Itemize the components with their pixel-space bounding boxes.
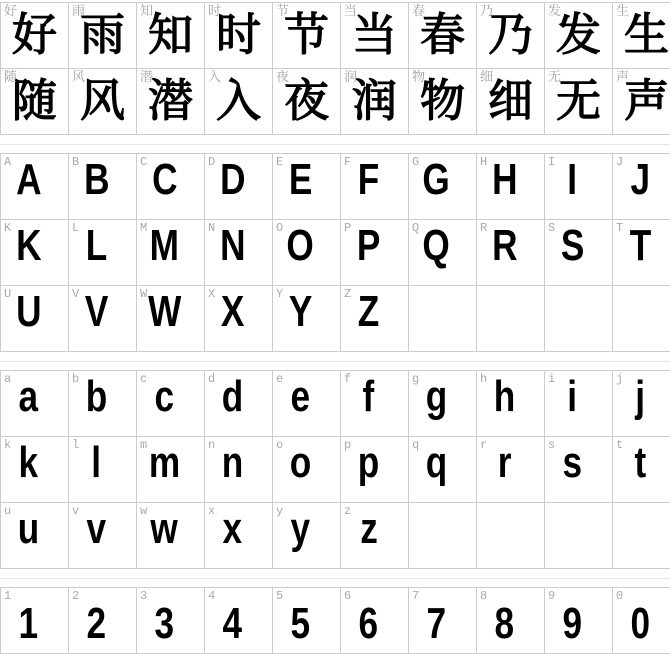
glyph-large-char: 知 <box>147 9 193 60</box>
glyph-large-char: E <box>288 155 313 204</box>
glyph-cell <box>341 154 409 220</box>
glyph-cell <box>69 69 137 135</box>
glyph-cell <box>613 371 670 437</box>
glyph-row <box>1 286 670 352</box>
glyph-cell <box>1 69 69 135</box>
glyph-large-char: G <box>422 155 451 204</box>
glyph-large-char: c <box>154 372 175 421</box>
glyph-large-char: Y <box>288 287 313 336</box>
glyph-corner-label: 风 <box>72 70 86 85</box>
glyph-corner-label: t <box>616 438 624 452</box>
glyph-corner-label: H <box>480 155 488 169</box>
glyph-corner-label: 无 <box>548 70 562 85</box>
glyph-corner-label: 节 <box>276 4 290 19</box>
glyph-large-char: q <box>425 438 448 487</box>
glyph-cell <box>341 437 409 503</box>
glyph-table-uppercase <box>0 153 670 352</box>
glyph-cell <box>1 154 69 220</box>
glyph-cell <box>1 588 69 654</box>
glyph-cell <box>477 437 545 503</box>
glyph-row <box>1 588 670 654</box>
glyph-large-char: x <box>222 504 243 553</box>
glyph-large-char: 6 <box>358 599 379 648</box>
glyph-cell <box>341 220 409 286</box>
glyph-cell <box>273 437 341 503</box>
glyph-corner-label: a <box>4 372 12 386</box>
glyph-corner-label: 1 <box>4 589 12 603</box>
glyph-corner-label: d <box>208 372 216 386</box>
glyph-corner-label: 时 <box>208 4 222 19</box>
glyph-cell <box>273 588 341 654</box>
glyph-corner-label: i <box>548 372 556 386</box>
glyph-large-char: s <box>562 438 583 487</box>
glyph-large-char: o <box>289 438 312 487</box>
glyph-cell <box>69 286 137 352</box>
glyph-cell <box>341 588 409 654</box>
glyph-corner-label: 2 <box>72 589 80 603</box>
glyph-cell <box>205 503 273 569</box>
empty-cell <box>613 503 670 569</box>
glyph-large-char: R <box>491 221 518 270</box>
glyph-large-char: y <box>290 504 311 553</box>
glyph-corner-label: o <box>276 438 284 452</box>
glyph-cell <box>545 371 613 437</box>
glyph-large-char: U <box>15 287 42 336</box>
glyph-large-char: 润 <box>351 75 397 126</box>
glyph-large-char: b <box>85 372 108 421</box>
glyph-row <box>1 154 670 220</box>
glyph-cell <box>205 154 273 220</box>
glyph-cell <box>137 220 205 286</box>
glyph-table-lowercase <box>0 370 670 569</box>
glyph-cell <box>409 154 477 220</box>
glyph-corner-label: J <box>616 155 624 169</box>
glyph-large-char: h <box>493 372 516 421</box>
glyph-cell <box>137 371 205 437</box>
glyph-large-char: P <box>356 221 381 270</box>
glyph-cell <box>69 371 137 437</box>
glyph-corner-label: K <box>4 221 12 235</box>
glyph-large-char: X <box>220 287 245 336</box>
glyph-large-char: K <box>15 221 42 270</box>
glyph-large-char: m <box>148 438 181 487</box>
glyph-cell <box>477 371 545 437</box>
glyph-corner-label: F <box>344 155 352 169</box>
glyph-cell <box>613 437 670 503</box>
glyph-cell <box>137 3 205 69</box>
glyph-large-char: 3 <box>154 599 175 648</box>
glyph-corner-label: 润 <box>344 70 358 85</box>
glyph-cell <box>1 371 69 437</box>
glyph-large-char: 无 <box>555 75 601 126</box>
glyph-large-char: g <box>425 372 448 421</box>
glyph-cell <box>613 154 670 220</box>
glyph-large-char: 5 <box>290 599 311 648</box>
glyph-cell <box>69 437 137 503</box>
glyph-corner-label: 当 <box>344 4 358 19</box>
glyph-corner-label: 6 <box>344 589 352 603</box>
glyph-corner-label: b <box>72 372 80 386</box>
glyph-large-char: W <box>147 287 182 336</box>
glyph-corner-label: U <box>4 287 12 301</box>
glyph-large-char: N <box>219 221 246 270</box>
glyph-large-char: 1 <box>18 599 39 648</box>
glyph-corner-label: p <box>344 438 352 452</box>
glyph-cell <box>477 154 545 220</box>
glyph-large-char: n <box>221 438 244 487</box>
glyph-large-char: 声 <box>623 75 669 126</box>
glyph-large-char: D <box>219 155 246 204</box>
glyph-large-char: 雨 <box>79 9 125 60</box>
glyph-large-char: p <box>357 438 380 487</box>
empty-cell <box>477 286 545 352</box>
glyph-row <box>1 3 670 69</box>
glyph-large-char: S <box>560 221 585 270</box>
glyph-cell <box>205 220 273 286</box>
glyph-corner-label: w <box>140 504 148 518</box>
glyph-cell <box>273 371 341 437</box>
glyph-large-char: 随 <box>11 75 57 126</box>
glyph-large-char: u <box>17 504 40 553</box>
glyph-cell <box>613 588 670 654</box>
glyph-cell <box>545 3 613 69</box>
glyph-cell <box>1 286 69 352</box>
glyph-corner-label: O <box>276 221 284 235</box>
glyph-large-char: A <box>15 155 42 204</box>
glyph-corner-label: 入 <box>208 70 222 85</box>
glyph-corner-label: D <box>208 155 216 169</box>
empty-cell <box>409 286 477 352</box>
glyph-cell <box>69 503 137 569</box>
glyph-cell <box>409 437 477 503</box>
glyph-cell <box>341 69 409 135</box>
glyph-large-char: r <box>497 438 512 487</box>
glyph-large-char: w <box>150 504 179 553</box>
glyph-large-char: 生 <box>623 9 669 60</box>
glyph-cell <box>205 3 273 69</box>
glyph-corner-label: 随 <box>4 70 18 85</box>
glyph-corner-label: P <box>344 221 352 235</box>
glyph-cell <box>69 588 137 654</box>
glyph-corner-label: c <box>140 372 148 386</box>
glyph-large-char: z <box>359 504 378 553</box>
glyph-corner-label: W <box>140 287 148 301</box>
glyph-corner-label: 声 <box>616 70 630 85</box>
glyph-cell <box>205 371 273 437</box>
empty-cell <box>409 503 477 569</box>
glyph-corner-label: s <box>548 438 556 452</box>
glyph-cell <box>137 69 205 135</box>
glyph-cell <box>273 3 341 69</box>
glyph-corner-label: n <box>208 438 216 452</box>
glyph-corner-label: S <box>548 221 556 235</box>
glyph-large-char: H <box>491 155 518 204</box>
glyph-large-char: e <box>290 372 311 421</box>
glyph-cell <box>205 69 273 135</box>
glyph-large-char: k <box>18 438 39 487</box>
glyph-large-char: f <box>362 372 375 421</box>
glyph-cell <box>273 69 341 135</box>
glyph-large-char: T <box>629 221 652 270</box>
glyph-large-char: B <box>83 155 110 204</box>
glyph-large-char: 好 <box>11 9 57 60</box>
glyph-corner-label: 5 <box>276 589 284 603</box>
glyph-large-char: I <box>567 155 578 204</box>
glyph-corner-label: I <box>548 155 556 169</box>
glyph-large-char: 细 <box>487 75 533 126</box>
glyph-corner-label: z <box>344 504 352 518</box>
glyph-cell <box>409 588 477 654</box>
glyph-corner-label: 7 <box>412 589 420 603</box>
glyph-corner-label: 夜 <box>276 70 290 85</box>
glyph-cell <box>545 220 613 286</box>
glyph-large-char: 当 <box>351 9 397 60</box>
glyph-large-char: 4 <box>222 599 243 648</box>
glyph-corner-label: g <box>412 372 420 386</box>
glyph-large-char: M <box>149 221 180 270</box>
glyph-large-char: j <box>635 372 646 421</box>
glyph-cell <box>341 3 409 69</box>
glyph-cell <box>545 437 613 503</box>
glyph-cell <box>69 154 137 220</box>
glyph-large-char: 8 <box>494 599 515 648</box>
glyph-cell <box>545 154 613 220</box>
glyph-cell <box>205 286 273 352</box>
glyph-corner-label: A <box>4 155 12 169</box>
glyph-corner-label: u <box>4 504 12 518</box>
glyph-cell <box>477 3 545 69</box>
glyph-large-char: J <box>630 155 651 204</box>
glyph-cell <box>409 371 477 437</box>
glyph-large-char: a <box>18 372 39 421</box>
glyph-cell <box>613 220 670 286</box>
glyph-corner-label: 雨 <box>72 4 86 19</box>
glyph-table-hanzi <box>0 2 670 135</box>
glyph-corner-label: v <box>72 504 80 518</box>
glyph-corner-label: Y <box>276 287 284 301</box>
glyph-large-char: 乃 <box>487 9 533 60</box>
glyph-cell <box>1 437 69 503</box>
glyph-corner-label: 8 <box>480 589 488 603</box>
section-divider <box>0 578 670 579</box>
glyph-corner-label: y <box>276 504 284 518</box>
glyph-cell <box>137 503 205 569</box>
glyph-corner-label: T <box>616 221 624 235</box>
empty-cell <box>613 286 670 352</box>
glyph-corner-label: 潜 <box>140 70 154 85</box>
glyph-large-char: L <box>85 221 108 270</box>
empty-cell <box>545 286 613 352</box>
glyph-large-char: 9 <box>562 599 583 648</box>
glyph-large-char: O <box>286 221 315 270</box>
glyph-row <box>1 437 670 503</box>
glyph-corner-label: e <box>276 372 284 386</box>
glyph-corner-label: k <box>4 438 12 452</box>
glyph-corner-label: M <box>140 221 148 235</box>
glyph-corner-label: R <box>480 221 488 235</box>
glyph-corner-label: 发 <box>548 4 562 19</box>
section-divider <box>0 361 670 362</box>
glyph-corner-label: X <box>208 287 216 301</box>
glyph-cell <box>205 437 273 503</box>
glyph-large-char: 入 <box>215 75 261 126</box>
glyph-large-char: Z <box>357 287 380 336</box>
glyph-cell <box>1 3 69 69</box>
glyph-large-char: 物 <box>419 75 465 126</box>
glyph-corner-label: 好 <box>4 4 18 19</box>
glyph-large-char: i <box>567 372 578 421</box>
glyph-large-char: 节 <box>283 9 329 60</box>
glyph-cell <box>1 503 69 569</box>
glyph-cell <box>273 220 341 286</box>
empty-cell <box>477 503 545 569</box>
glyph-corner-label: N <box>208 221 216 235</box>
glyph-large-char: 发 <box>555 9 601 60</box>
glyph-row <box>1 69 670 135</box>
glyph-cell <box>341 503 409 569</box>
glyph-large-char: 2 <box>86 599 107 648</box>
glyph-cell <box>273 286 341 352</box>
glyph-corner-label: l <box>72 438 80 452</box>
glyph-cell <box>137 437 205 503</box>
glyph-corner-label: r <box>480 438 488 452</box>
section-divider <box>0 144 670 145</box>
glyph-corner-label: q <box>412 438 420 452</box>
glyph-large-char: C <box>151 155 178 204</box>
glyph-large-char: t <box>634 438 647 487</box>
glyph-large-char: Q <box>422 221 451 270</box>
glyph-row <box>1 503 670 569</box>
glyph-corner-label: x <box>208 504 216 518</box>
glyph-corner-label: Z <box>344 287 352 301</box>
glyph-corner-label: 生 <box>616 4 630 19</box>
glyph-corner-label: h <box>480 372 488 386</box>
glyph-cell <box>137 154 205 220</box>
glyph-cell <box>273 503 341 569</box>
glyph-row <box>1 220 670 286</box>
glyph-large-char: F <box>357 155 380 204</box>
glyph-cell <box>477 69 545 135</box>
glyph-cell <box>409 69 477 135</box>
glyph-large-char: 春 <box>419 9 465 60</box>
glyph-large-char: l <box>91 438 102 487</box>
glyph-cell <box>341 371 409 437</box>
glyph-corner-label: 知 <box>140 4 154 19</box>
glyph-cell <box>409 220 477 286</box>
glyph-row <box>1 371 670 437</box>
glyph-cell <box>613 3 670 69</box>
empty-cell <box>545 503 613 569</box>
glyph-cell <box>545 69 613 135</box>
glyph-large-char: 夜 <box>283 75 329 126</box>
glyph-corner-label: m <box>140 438 148 452</box>
glyph-large-char: 7 <box>426 599 447 648</box>
glyph-corner-label: Q <box>412 221 420 235</box>
glyph-cell <box>205 588 273 654</box>
glyph-cell <box>137 286 205 352</box>
glyph-corner-label: V <box>72 287 80 301</box>
glyph-cell <box>1 220 69 286</box>
glyph-corner-label: 9 <box>548 589 556 603</box>
glyph-cell <box>477 220 545 286</box>
glyph-cell <box>137 588 205 654</box>
glyph-cell <box>613 69 670 135</box>
glyph-large-char: 潜 <box>147 75 193 126</box>
glyph-corner-label: G <box>412 155 420 169</box>
glyph-cell <box>273 154 341 220</box>
glyph-table-digits <box>0 587 670 654</box>
glyph-cell <box>409 3 477 69</box>
glyph-large-char: 风 <box>79 75 125 126</box>
glyph-corner-label: j <box>616 372 624 386</box>
glyph-corner-label: 0 <box>616 589 624 603</box>
glyph-corner-label: E <box>276 155 284 169</box>
glyph-corner-label: 细 <box>480 70 494 85</box>
glyph-corner-label: L <box>72 221 80 235</box>
glyph-corner-label: C <box>140 155 148 169</box>
glyph-corner-label: 乃 <box>480 4 494 19</box>
glyph-cell <box>477 588 545 654</box>
glyph-corner-label: 物 <box>412 70 426 85</box>
glyph-corner-label: f <box>344 372 352 386</box>
glyph-corner-label: 4 <box>208 589 216 603</box>
glyph-corner-label: B <box>72 155 80 169</box>
glyph-corner-label: 春 <box>412 4 426 19</box>
glyph-large-char: 时 <box>215 9 261 60</box>
glyph-cell <box>69 220 137 286</box>
glyph-large-char: V <box>84 287 109 336</box>
glyph-cell <box>545 588 613 654</box>
glyph-corner-label: 3 <box>140 589 148 603</box>
glyph-cell <box>341 286 409 352</box>
glyph-large-char: d <box>221 372 244 421</box>
glyph-cell <box>69 3 137 69</box>
glyph-large-char: v <box>86 504 107 553</box>
glyph-large-char: 0 <box>630 599 651 648</box>
